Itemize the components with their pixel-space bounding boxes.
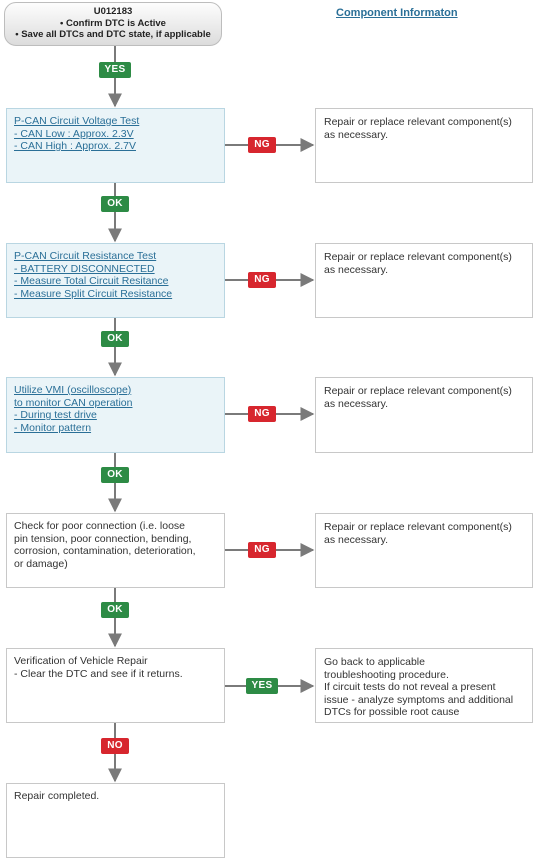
- component-information-link[interactable]: Component Informaton: [336, 7, 458, 19]
- step-title[interactable]: P-CAN Circuit Voltage Test: [14, 115, 140, 127]
- ng-badge: NG: [248, 272, 276, 288]
- response-line: as necessary.: [324, 533, 388, 546]
- step-line[interactable]: - During test drive: [14, 409, 97, 421]
- step-line[interactable]: - CAN High : Approx. 2.7V: [14, 140, 136, 152]
- step-title[interactable]: Utilize VMI (oscilloscope): [14, 384, 132, 396]
- response-line: Repair or replace relevant component(s): [324, 385, 512, 397]
- yes-badge: YES: [246, 678, 278, 694]
- step-line[interactable]: to monitor CAN operation: [14, 396, 133, 409]
- response-line: as necessary.: [324, 128, 388, 141]
- step-line: Check for poor connection (i.e. loose: [14, 520, 186, 532]
- response-line: as necessary.: [324, 397, 388, 410]
- response-line: troubleshooting procedure.: [324, 668, 449, 681]
- response-line: issue - analyze symptoms and additional: [324, 693, 514, 706]
- step-line: corrosion, contamination, deterioration,: [14, 545, 196, 557]
- step-line[interactable]: - Measure Split Circuit Resistance: [14, 287, 173, 300]
- response-line: Go back to applicable: [324, 656, 425, 668]
- response-repair-1: [315, 108, 533, 183]
- dtc-code: U012183: [93, 6, 133, 17]
- ok-badge: OK: [101, 196, 129, 212]
- step-line[interactable]: - CAN Low : Approx. 2.3V: [14, 127, 134, 140]
- step-line[interactable]: - Measure Total Circuit Resitance: [14, 275, 169, 287]
- step-vmi-oscilloscope[interactable]: [6, 377, 225, 453]
- step-resistance-test[interactable]: [6, 243, 225, 318]
- ng-badge: NG: [248, 137, 276, 153]
- ng-badge: NG: [248, 542, 276, 558]
- start-bullet-save: • Save all DTCs and DTC state, if applicable: [15, 29, 211, 40]
- start-box: [4, 2, 222, 46]
- step-line: Verification of Vehicle Repair: [14, 655, 148, 667]
- response-repair-4: [315, 513, 533, 588]
- yes-badge: YES: [99, 62, 131, 78]
- response-line: DTCs for possible root cause: [324, 706, 460, 718]
- no-badge: NO: [101, 738, 129, 754]
- start-bullet-confirm: • Confirm DTC is Active: [60, 17, 166, 29]
- step-verification: [6, 648, 225, 723]
- response-repair-3: [315, 377, 533, 453]
- response-line: as necessary.: [324, 263, 388, 276]
- response-line: Repair or replace relevant component(s): [324, 521, 512, 533]
- ok-badge: OK: [101, 331, 129, 347]
- response-repair-2: [315, 243, 533, 318]
- step-check-connection: [6, 513, 225, 588]
- step-voltage-test[interactable]: [6, 108, 225, 183]
- response-go-back: [315, 648, 533, 723]
- step-line: pin tension, poor connection, bending,: [14, 532, 192, 545]
- step-line: Repair completed.: [14, 790, 100, 802]
- step-title[interactable]: P-CAN Circuit Resistance Test: [14, 250, 157, 262]
- step-line: - Clear the DTC and see if it returns.: [14, 667, 183, 680]
- ng-badge: NG: [248, 406, 276, 422]
- step-line[interactable]: - Monitor pattern: [14, 421, 92, 434]
- step-repair-completed: [6, 783, 225, 858]
- step-line: or damage): [14, 557, 68, 570]
- ok-badge: OK: [101, 467, 129, 483]
- response-line: Repair or replace relevant component(s): [324, 251, 512, 263]
- step-line[interactable]: - BATTERY DISCONNECTED: [14, 262, 155, 275]
- response-line: Repair or replace relevant component(s): [324, 116, 512, 128]
- ok-badge: OK: [101, 602, 129, 618]
- response-line: If circuit tests do not reveal a present: [324, 681, 496, 693]
